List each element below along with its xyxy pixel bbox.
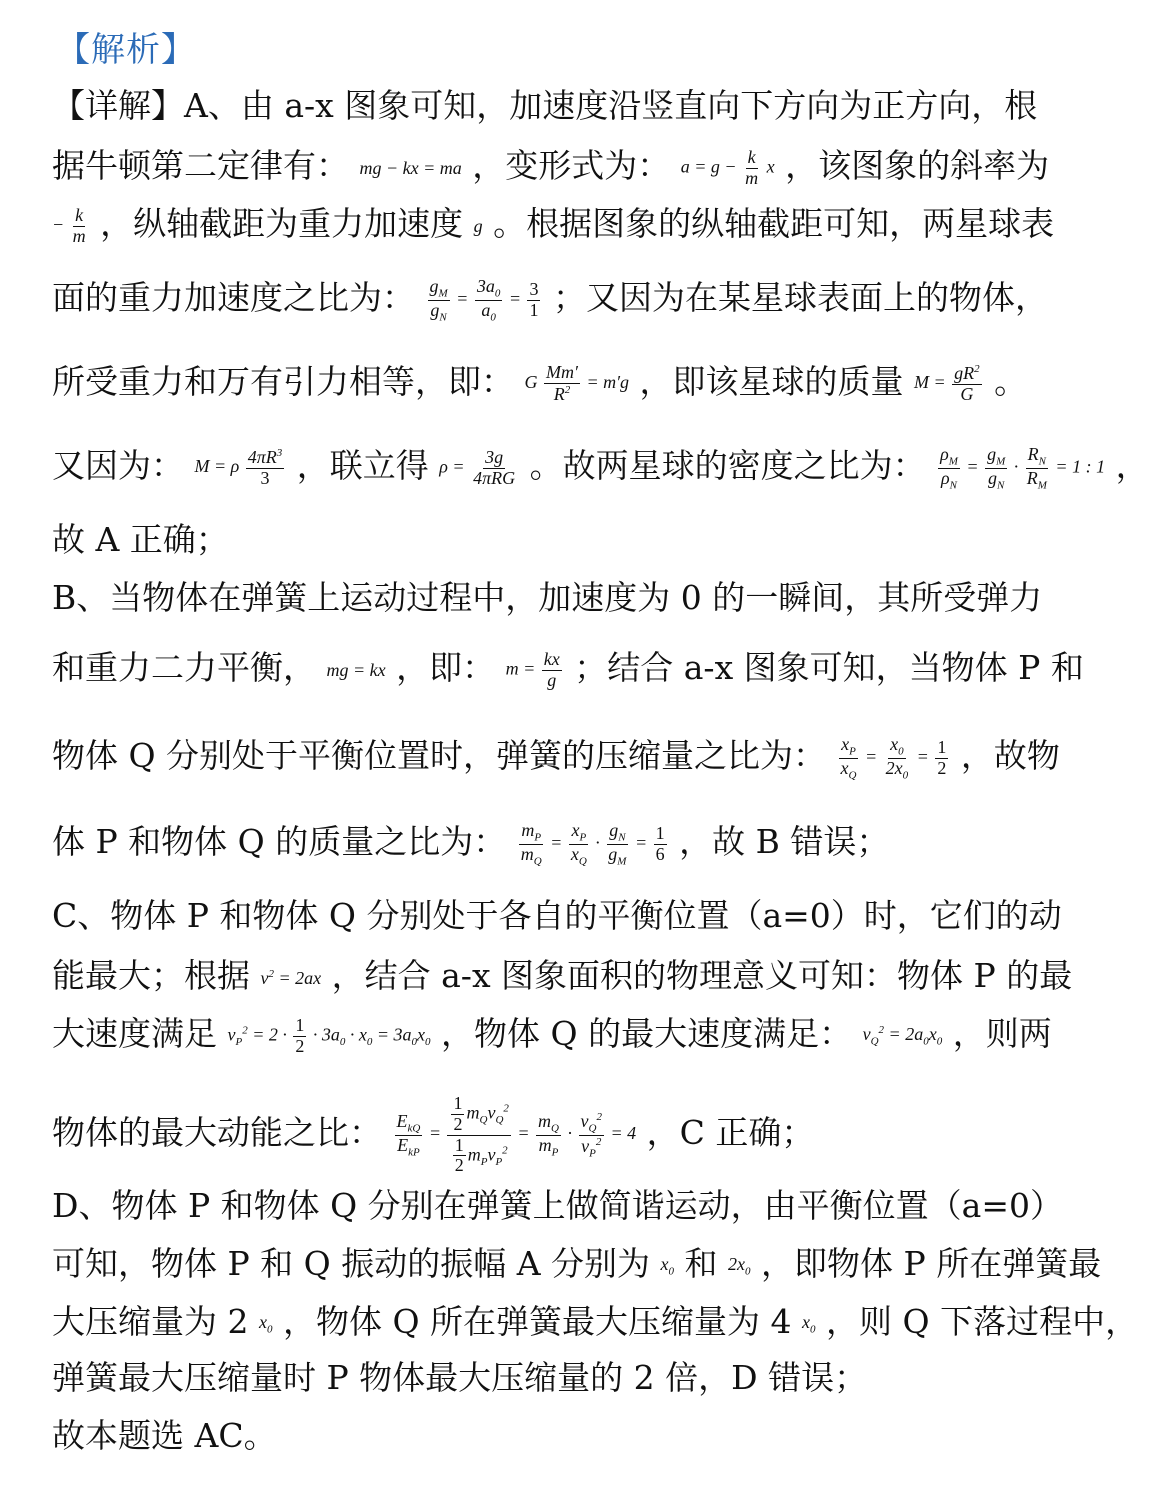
text-line-20: [52, 1414, 1042, 1458]
formula-mass: M = $\frac{gR^2}{G}$: [914, 363, 980, 404]
text-line-1: [52, 84, 1042, 128]
formula-newton: mg − kx = ma: [359, 158, 462, 178]
gravity-equal-text: 所受重力和万有引力相等，即：: [52, 362, 514, 401]
formula-vp2: $v_P^2 = 2$ · $\frac{1}{2}$ · $3a_0 \cdot x_0 = 3a_0x_0$: [227, 1014, 431, 1056]
c-correct-text: ，C 正确；: [646, 1113, 815, 1153]
text-line-13: [52, 954, 1073, 998]
text-line-2: [52, 144, 1050, 188]
falling-text: ，则 Q 下落过程中，: [826, 1302, 1139, 1341]
transform-text: ，变形式为：: [472, 146, 671, 185]
b-wrong-text: ，故 B 错误；: [679, 822, 890, 861]
formula-g: g: [473, 216, 483, 236]
formula-density: ρ = $\frac{3g}{\text{4πRG}}$: [439, 446, 516, 488]
kinetic-max-text: 能最大；根据: [52, 956, 250, 995]
formula-x0-p: $x_0$: [259, 1311, 273, 1336]
text-line-5: [52, 360, 1042, 405]
formula-2x0: $2x_0$: [728, 1253, 751, 1278]
formula-slope: − $\frac{k}{m}$: [52, 204, 86, 246]
newton-law-text: 据牛顿第二定律有：: [52, 146, 349, 185]
formula-a-eq: a = g − $\frac{k}{m}$ x: [680, 146, 775, 188]
formula-g-ratio: $\frac{g_M}{g_N}$ = $\frac{3a_0}{a_0}$ = $\frac{3}{1}$: [429, 275, 539, 324]
c-intro-text: C、物体 P 和物体 Q 分别处于各自的平衡位置（a=0）时，它们的动: [52, 896, 1062, 935]
compression-ratio-text: 物体 Q 分别处于平衡位置时，弹簧的压缩量之比为：: [52, 736, 827, 775]
planet-surface-text: ；又因为在某星球表面上的物体，: [552, 278, 1048, 317]
formula-x0: $x_0$: [660, 1253, 675, 1278]
d-intro-text: D、物体 P 和物体 Q 分别在弹簧上做简谐运动，由平衡位置（a=0）: [52, 1186, 1063, 1225]
slope-text: ，该图象的斜率为: [785, 146, 1050, 185]
amplitude-text: 可知，物体 P 和 Q 振动的振幅 A 分别为: [52, 1244, 651, 1283]
analysis-heading: 【解析】: [56, 30, 196, 70]
formula-vq2: $v_Q^2 = 2a_0x_0$: [862, 1023, 943, 1048]
a-correct-text: 故 A 正确；: [52, 520, 229, 559]
text-line-14: [52, 1012, 1052, 1056]
and-text: 和: [684, 1244, 718, 1283]
max-speed-p-text: 大速度满足: [52, 1014, 217, 1053]
then-text: ，则两: [952, 1014, 1052, 1053]
gravity-ratio-text: 面的重力加速度之比为：: [52, 278, 415, 317]
combine-text: ，联立得: [296, 446, 429, 485]
text-line-9: [52, 646, 1084, 690]
formula-mass-density: M = ρ $\frac{4\pi R^3}{3}$: [194, 447, 283, 488]
text-line-6: [52, 443, 1149, 492]
combine-ax-text: ；结合 a-x 图象可知，当物体 P 和: [574, 648, 1084, 687]
intercept-ratio-text: 。根据图象的纵轴截距可知，两星球表: [493, 204, 1055, 243]
formula-ek-ratio: $\frac{E_{kQ}}{E_{kP}}$ = $\frac{1}{2}$ $m_Qv_Q^2$ $\frac{1}{2}$ $m_Pv_P^2$ = $\frac{m_Q}{m_P}$ · $\frac{v_Q^2}{v_P^2}$ = 4: [396, 1093, 637, 1176]
formula-m-kx-g: m = $\frac{kx}{g}$: [505, 648, 560, 690]
intercept-text: ，纵轴截距为重力加速度: [100, 204, 464, 243]
area-meaning-text: ，结合 a-x 图象面积的物理意义可知：物体 P 的最: [331, 956, 1073, 995]
d-wrong-text: 弹簧最大压缩量时 P 物体最大压缩量的 2 倍，D 错误；: [52, 1358, 868, 1397]
formula-density-ratio: $\frac{\rho_M}{\rho_N}$ = $\frac{g_M}{g_N}$ · $\frac{R_N}{R_M}$ = 1 : 1: [940, 443, 1106, 492]
balance-text: 和重力二力平衡，: [52, 648, 316, 687]
text-line-16: [52, 1184, 1063, 1228]
again-because-text: 又因为：: [52, 446, 184, 485]
text-line-8: [52, 576, 1042, 620]
comma: ，: [1115, 446, 1149, 485]
text-line-4: [52, 275, 1048, 324]
max-speed-q-text: ，物体 Q 的最大速度满足：: [441, 1014, 853, 1053]
answer-text: 故本题选 AC。: [52, 1416, 277, 1455]
compression-q-text: ，物体 Q 所在弹簧最大压缩量为 4: [283, 1302, 792, 1341]
text-line-12: [52, 894, 1062, 938]
detail-intro: 【详解】A、由 a-x 图象可知，加速度沿竖直向下方向为正方向，根: [52, 86, 1038, 125]
formula-mass-ratio: $\frac{m_P}{m_Q}$ = $\frac{x_P}{x_Q}$ · $\frac{g_N}{g_M}$ = $\frac{1}{6}$: [520, 819, 665, 868]
period: 。: [994, 362, 1028, 401]
text-line-15: [52, 1094, 1042, 1176]
b-intro-text: B、当物体在弹簧上运动过程中，加速度为 0 的一瞬间，其所受弹力: [52, 578, 1043, 617]
compression-p-text: 大压缩量为 2: [52, 1302, 249, 1341]
planet-mass-text: ，即该星球的质量: [639, 362, 904, 401]
text-line-7: [52, 518, 1042, 562]
text-line-11: [52, 820, 1042, 867]
text-line-18: [52, 1300, 1139, 1344]
spring-max-text: ，即物体 P 所在弹簧最: [761, 1244, 1102, 1283]
formula-gravitation: G $\frac{Mm'}{R^2}$ = m′g: [524, 362, 630, 404]
text-line-17: [52, 1242, 1102, 1286]
kinetic-ratio-text: 物体的最大动能之比：: [52, 1113, 382, 1153]
text-line-10: [52, 733, 1060, 782]
formula-v2-2ax: $v^2 = 2ax$: [260, 968, 322, 988]
formula-x-ratio: $\frac{x_P}{x_Q}$ = $\frac{x_0}{2x_0}$ = $\frac{1}{2}$: [840, 733, 947, 782]
text-line-3: [52, 202, 1055, 246]
formula-x0-q: $x_0$: [802, 1311, 816, 1336]
ie-text: ，即：: [396, 648, 496, 687]
mass-ratio-text: 体 P 和物体 Q 的质量之比为：: [52, 822, 507, 861]
text-line-19: [52, 1356, 1042, 1400]
formula-mg-kx: mg = kx: [326, 660, 386, 680]
density-ratio-text: 。故两星球的密度之比为：: [529, 446, 926, 485]
therefore-text: ，故物: [960, 736, 1060, 775]
